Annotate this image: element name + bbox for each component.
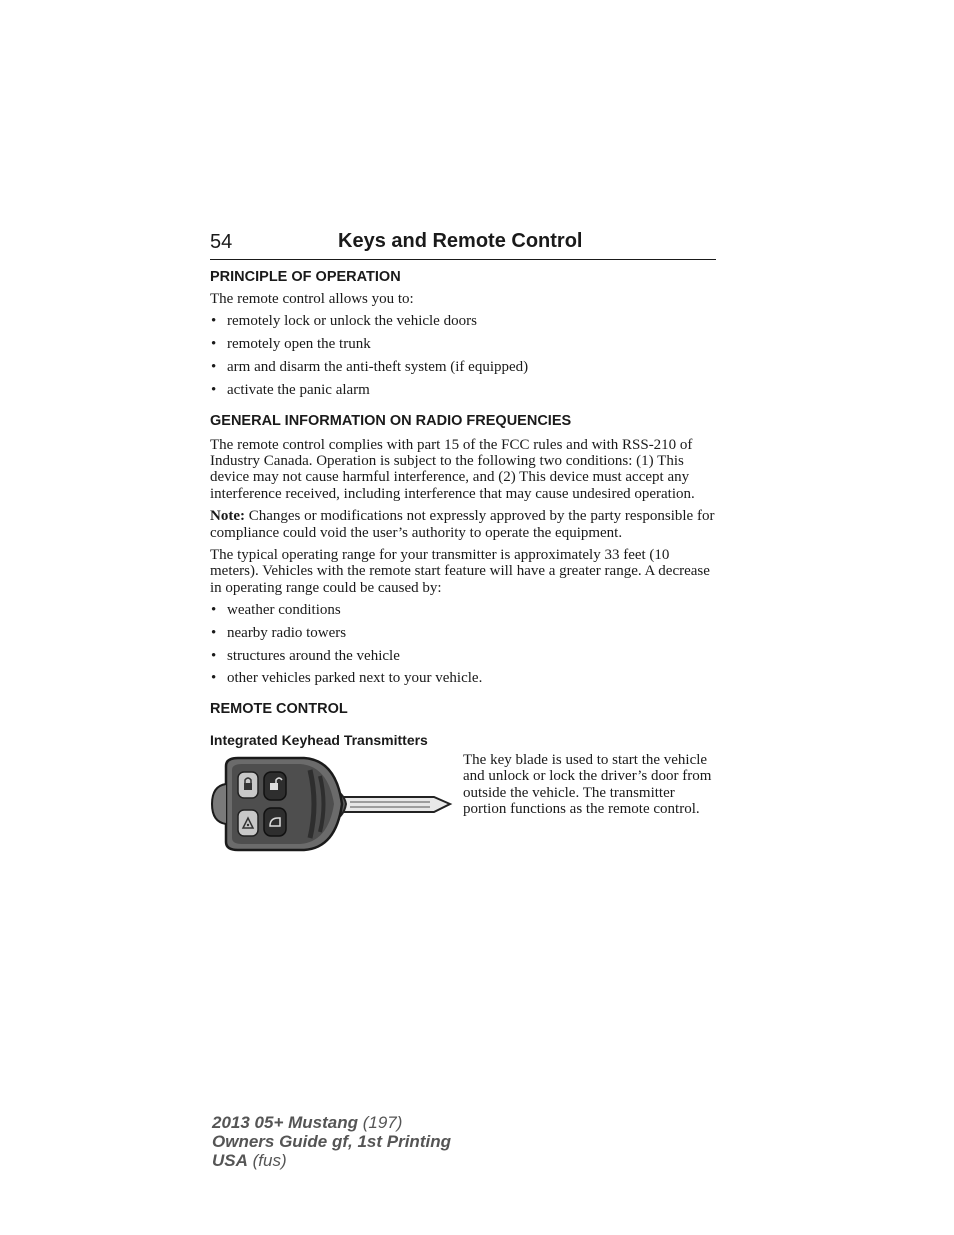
range-factors-list [210, 602, 716, 687]
list-item: • activate the panic alarm [211, 382, 370, 399]
keyhead-row [210, 752, 716, 852]
key-description: The key blade is used to start the vehicle and unlock or lock the driver’s door from outside the vehicle. The transmitter portion functions as the remote control. [463, 751, 712, 817]
principle-intro: The remote control allows you to: [210, 291, 414, 307]
footer-line-2: Owners Guide gf, 1st Printing [212, 1132, 451, 1151]
footer-line-3: USA (fus) [212, 1151, 287, 1170]
section-heading-principle: PRINCIPLE OF OPERATION [210, 269, 401, 285]
page-footer [212, 1113, 451, 1170]
list-item: • other vehicles parked next to your vehicle. [211, 670, 483, 687]
page-content [210, 266, 716, 852]
note-text: Changes or modifications not expressly approved by the party responsible for compliance could void the user’s authority to operate the equipment. [210, 508, 715, 541]
section-heading-remote: REMOTE CONTROL [210, 700, 348, 717]
radio-paragraph-1: The remote control complies with part 15 of the FCC rules and with RSS-210 of Industry Canada. Operation is subject to the following two conditions: (1) This device may not cause harmful interference, and (2) This device must accept any interference received, including interference that may cause undesired operation. [210, 436, 695, 502]
note-label: Note: [210, 508, 245, 525]
list-item: • structures around the vehicle [211, 647, 400, 664]
list-item: • arm and disarm the anti-theft system (if equipped) [211, 359, 529, 376]
page-header [210, 229, 716, 260]
chapter-title: Keys and Remote Control [338, 230, 583, 252]
subsection-heading-keyhead: Integrated Keyhead Transmitters [210, 731, 428, 748]
page-number: 54 [210, 231, 233, 253]
principle-list [210, 313, 716, 398]
footer-line-1: 2013 05+ Mustang (197) [212, 1113, 403, 1132]
list-item: • nearby radio towers [211, 624, 347, 641]
section-heading-radio: GENERAL INFORMATION ON RADIO FREQUENCIES [210, 412, 572, 429]
trunk-button [264, 808, 286, 836]
panic-button [238, 810, 258, 836]
key-transmitter-figure [210, 756, 454, 852]
list-item: • remotely open the trunk [211, 336, 371, 353]
radio-note [210, 508, 716, 541]
radio-paragraph-2: The typical operating range for your transmitter is approximately 33 feet (10 meters). Vehicles with the remote start feature will have a greater range. A decrease in operating range could be caused by: [210, 546, 710, 596]
list-item: • weather conditions [211, 602, 341, 619]
list-item: • remotely lock or unlock the vehicle doors [211, 313, 477, 330]
